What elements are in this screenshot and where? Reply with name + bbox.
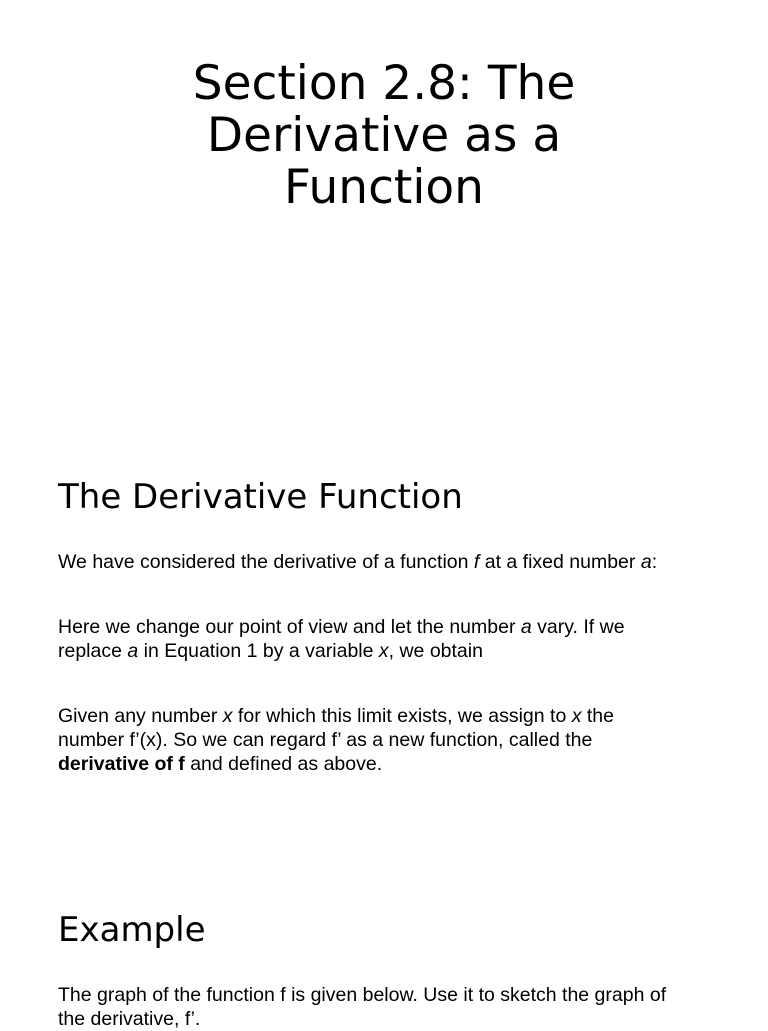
point-of-view-paragraph (58, 615, 738, 663)
variable-a: a (640, 551, 652, 573)
derivative-definition-paragraph (58, 704, 738, 776)
variable-f: f (473, 551, 480, 573)
text-run: vary. If we (531, 616, 625, 638)
slide-title-line-1: Section 2.8: The (192, 56, 576, 111)
example-paragraph-line-2: the derivative, f’. (58, 1008, 201, 1030)
variable-x: x (222, 705, 233, 727)
bold-term: derivative of f (58, 753, 185, 775)
variable-a: a (127, 640, 139, 662)
point-of-view-paragraph-line-1 (58, 615, 738, 639)
example-paragraph-line-1: The graph of the function f is given below. Use it to sketch the graph of (58, 984, 667, 1006)
text-run: and defined as above. (184, 753, 383, 775)
derivative-definition-paragraph-line-2: number f’(x). So we can regard f’ as a new function, called the (58, 729, 593, 751)
derivative-definition-paragraph-line-1 (58, 704, 738, 728)
slide-title (0, 58, 768, 214)
derivative-function-heading: The Derivative Function (58, 477, 463, 517)
variable-a: a (520, 616, 532, 638)
definition-paragraph-line-1 (58, 550, 738, 574)
text-run: in Equation 1 by a variable (138, 640, 379, 662)
definition-paragraph (58, 550, 738, 574)
text-run: Given any number (58, 705, 223, 727)
text-run: for which this limit exists, we assign to (232, 705, 572, 727)
variable-x: x (378, 640, 389, 662)
text-run: replace (58, 640, 128, 662)
point-of-view-paragraph-line-2 (58, 639, 738, 663)
variable-x: x (571, 705, 582, 727)
text-run: , we obtain (388, 640, 483, 662)
example-heading: Example (58, 910, 206, 950)
text-run: We have considered the derivative of a function (58, 551, 474, 573)
text-run: at a fixed number (479, 551, 641, 573)
slide-title-line-3: Function (284, 160, 484, 215)
text-run: Here we change our point of view and let the number (58, 616, 521, 638)
text-run: the (581, 705, 614, 727)
text-run: : (651, 551, 658, 573)
slide-title-line-2: Derivative as a (206, 108, 562, 163)
derivative-definition-paragraph-line-3 (58, 752, 738, 776)
